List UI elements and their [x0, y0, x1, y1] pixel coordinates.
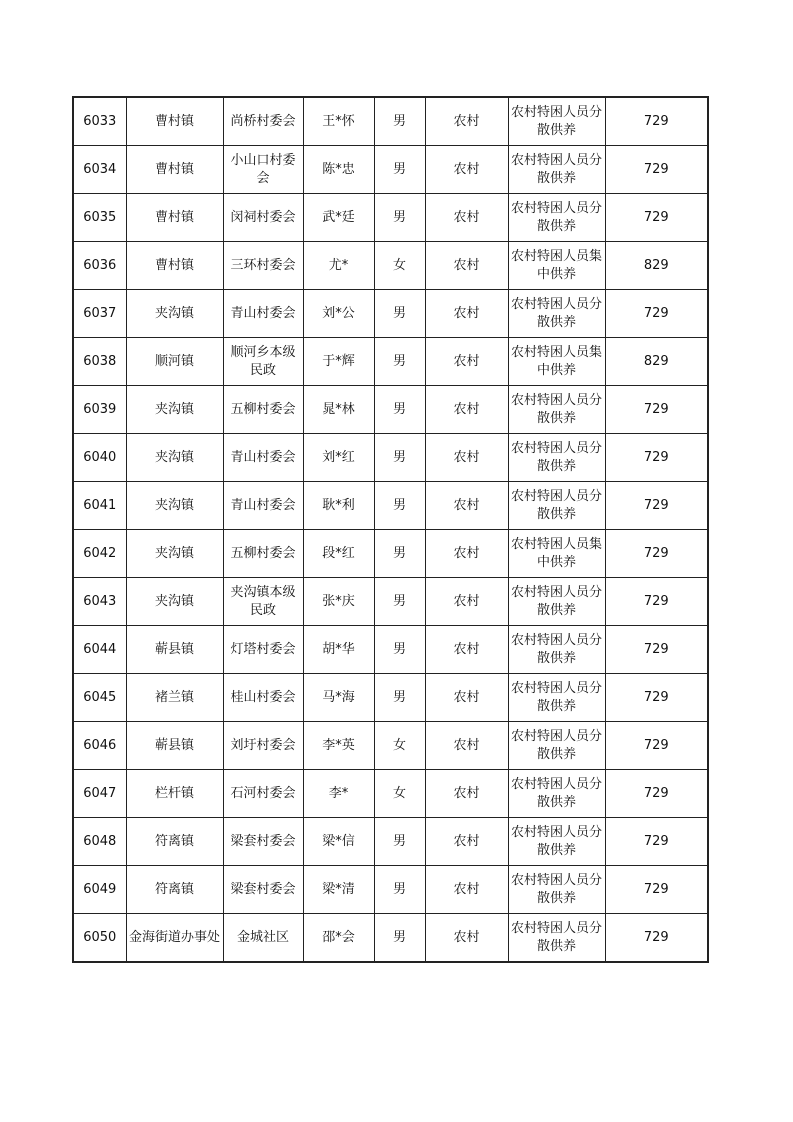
- table-row: [73, 770, 708, 818]
- cell-town: 夹沟镇: [126, 434, 223, 482]
- cell-gender: 男: [374, 674, 425, 722]
- cell-residence-type: 农村: [425, 482, 508, 530]
- cell-village-committee: 闵祠村委会: [223, 194, 303, 242]
- cell-residence-type: 农村: [425, 194, 508, 242]
- cell-support-category: 农村特困人员分散供养: [508, 434, 605, 482]
- table-row: [73, 530, 708, 578]
- table-row: [73, 194, 708, 242]
- cell-amount: 829: [605, 338, 708, 386]
- cell-support-category: 农村特困人员分散供养: [508, 818, 605, 866]
- relief-roster-table: [72, 96, 709, 963]
- cell-gender: 男: [374, 338, 425, 386]
- cell-support-category: 农村特困人员分散供养: [508, 626, 605, 674]
- cell-gender: 男: [374, 290, 425, 338]
- cell-amount: 729: [605, 530, 708, 578]
- cell-village-committee: 三环村委会: [223, 242, 303, 290]
- cell-village-committee: 五柳村委会: [223, 530, 303, 578]
- cell-support-category: 农村特困人员集中供养: [508, 338, 605, 386]
- cell-village-committee: 尚桥村委会: [223, 97, 303, 146]
- cell-gender: 男: [374, 194, 425, 242]
- cell-support-category: 农村特困人员分散供养: [508, 722, 605, 770]
- cell-amount: 729: [605, 290, 708, 338]
- cell-amount: 729: [605, 866, 708, 914]
- cell-amount: 729: [605, 626, 708, 674]
- table-row: [73, 674, 708, 722]
- cell-recipient-name: 武*廷: [303, 194, 374, 242]
- table-row: [73, 242, 708, 290]
- cell-town: 夹沟镇: [126, 290, 223, 338]
- cell-residence-type: 农村: [425, 434, 508, 482]
- cell-amount: 729: [605, 97, 708, 146]
- cell-village-committee: 石河村委会: [223, 770, 303, 818]
- cell-recipient-name: 王*怀: [303, 97, 374, 146]
- cell-gender: 男: [374, 578, 425, 626]
- cell-village-committee: 五柳村委会: [223, 386, 303, 434]
- cell-village-committee: 金城社区: [223, 914, 303, 963]
- cell-record-id: 6037: [73, 290, 126, 338]
- cell-recipient-name: 张*庆: [303, 578, 374, 626]
- table-row: [73, 97, 708, 146]
- cell-residence-type: 农村: [425, 146, 508, 194]
- cell-gender: 男: [374, 530, 425, 578]
- cell-village-committee: 梁套村委会: [223, 818, 303, 866]
- cell-gender: 男: [374, 434, 425, 482]
- cell-recipient-name: 晁*林: [303, 386, 374, 434]
- cell-record-id: 6041: [73, 482, 126, 530]
- cell-amount: 729: [605, 434, 708, 482]
- cell-village-committee: 小山口村委会: [223, 146, 303, 194]
- cell-record-id: 6040: [73, 434, 126, 482]
- cell-recipient-name: 段*红: [303, 530, 374, 578]
- cell-gender: 女: [374, 722, 425, 770]
- cell-record-id: 6042: [73, 530, 126, 578]
- table-body: [73, 97, 708, 962]
- cell-record-id: 6034: [73, 146, 126, 194]
- cell-record-id: 6036: [73, 242, 126, 290]
- cell-support-category: 农村特困人员分散供养: [508, 194, 605, 242]
- cell-gender: 男: [374, 482, 425, 530]
- cell-amount: 729: [605, 722, 708, 770]
- cell-town: 栏杆镇: [126, 770, 223, 818]
- cell-support-category: 农村特困人员分散供养: [508, 914, 605, 963]
- cell-residence-type: 农村: [425, 674, 508, 722]
- cell-town: 曹村镇: [126, 97, 223, 146]
- table-row: [73, 866, 708, 914]
- cell-amount: 729: [605, 674, 708, 722]
- cell-town: 夹沟镇: [126, 482, 223, 530]
- cell-support-category: 农村特困人员分散供养: [508, 146, 605, 194]
- cell-town: 蕲县镇: [126, 626, 223, 674]
- cell-amount: 729: [605, 194, 708, 242]
- cell-recipient-name: 梁*清: [303, 866, 374, 914]
- cell-village-committee: 梁套村委会: [223, 866, 303, 914]
- cell-recipient-name: 于*辉: [303, 338, 374, 386]
- cell-amount: 829: [605, 242, 708, 290]
- cell-town: 金海街道办事处: [126, 914, 223, 963]
- cell-residence-type: 农村: [425, 722, 508, 770]
- cell-record-id: 6033: [73, 97, 126, 146]
- cell-town: 符离镇: [126, 818, 223, 866]
- cell-residence-type: 农村: [425, 770, 508, 818]
- cell-recipient-name: 邵*会: [303, 914, 374, 963]
- cell-support-category: 农村特困人员分散供养: [508, 770, 605, 818]
- table-row: [73, 914, 708, 963]
- cell-recipient-name: 李*英: [303, 722, 374, 770]
- cell-gender: 女: [374, 242, 425, 290]
- cell-recipient-name: 马*海: [303, 674, 374, 722]
- cell-support-category: 农村特困人员分散供养: [508, 290, 605, 338]
- cell-record-id: 6039: [73, 386, 126, 434]
- cell-residence-type: 农村: [425, 866, 508, 914]
- cell-amount: 729: [605, 146, 708, 194]
- cell-record-id: 6050: [73, 914, 126, 963]
- table-row: [73, 482, 708, 530]
- cell-town: 褚兰镇: [126, 674, 223, 722]
- cell-village-committee: 顺河乡本级民政: [223, 338, 303, 386]
- cell-residence-type: 农村: [425, 338, 508, 386]
- cell-amount: 729: [605, 578, 708, 626]
- cell-record-id: 6038: [73, 338, 126, 386]
- cell-recipient-name: 尤*: [303, 242, 374, 290]
- cell-town: 夹沟镇: [126, 530, 223, 578]
- cell-support-category: 农村特困人员分散供养: [508, 482, 605, 530]
- cell-residence-type: 农村: [425, 914, 508, 963]
- cell-gender: 男: [374, 866, 425, 914]
- table-row: [73, 146, 708, 194]
- cell-record-id: 6043: [73, 578, 126, 626]
- cell-gender: 男: [374, 386, 425, 434]
- cell-amount: 729: [605, 482, 708, 530]
- cell-recipient-name: 耿*利: [303, 482, 374, 530]
- cell-village-committee: 刘圩村委会: [223, 722, 303, 770]
- table-row: [73, 290, 708, 338]
- cell-record-id: 6048: [73, 818, 126, 866]
- cell-residence-type: 农村: [425, 578, 508, 626]
- cell-amount: 729: [605, 818, 708, 866]
- cell-village-committee: 桂山村委会: [223, 674, 303, 722]
- cell-residence-type: 农村: [425, 290, 508, 338]
- cell-record-id: 6045: [73, 674, 126, 722]
- cell-record-id: 6049: [73, 866, 126, 914]
- cell-recipient-name: 刘*红: [303, 434, 374, 482]
- cell-town: 顺河镇: [126, 338, 223, 386]
- table-row: [73, 386, 708, 434]
- cell-gender: 女: [374, 770, 425, 818]
- cell-record-id: 6046: [73, 722, 126, 770]
- cell-gender: 男: [374, 914, 425, 963]
- cell-recipient-name: 梁*信: [303, 818, 374, 866]
- cell-town: 蕲县镇: [126, 722, 223, 770]
- cell-town: 曹村镇: [126, 194, 223, 242]
- cell-town: 曹村镇: [126, 146, 223, 194]
- cell-support-category: 农村特困人员分散供养: [508, 866, 605, 914]
- cell-residence-type: 农村: [425, 818, 508, 866]
- cell-village-committee: 灯塔村委会: [223, 626, 303, 674]
- cell-village-committee: 青山村委会: [223, 290, 303, 338]
- cell-support-category: 农村特困人员分散供养: [508, 386, 605, 434]
- cell-support-category: 农村特困人员分散供养: [508, 674, 605, 722]
- cell-town: 夹沟镇: [126, 386, 223, 434]
- cell-recipient-name: 胡*华: [303, 626, 374, 674]
- cell-town: 曹村镇: [126, 242, 223, 290]
- cell-gender: 男: [374, 146, 425, 194]
- table-row: [73, 626, 708, 674]
- cell-record-id: 6035: [73, 194, 126, 242]
- table-row: [73, 722, 708, 770]
- cell-residence-type: 农村: [425, 242, 508, 290]
- table-row: [73, 818, 708, 866]
- cell-support-category: 农村特困人员集中供养: [508, 242, 605, 290]
- table-row: [73, 338, 708, 386]
- cell-residence-type: 农村: [425, 626, 508, 674]
- cell-village-committee: 青山村委会: [223, 434, 303, 482]
- cell-gender: 男: [374, 626, 425, 674]
- cell-gender: 男: [374, 97, 425, 146]
- cell-recipient-name: 刘*公: [303, 290, 374, 338]
- cell-record-id: 6047: [73, 770, 126, 818]
- table-row: [73, 578, 708, 626]
- cell-residence-type: 农村: [425, 386, 508, 434]
- cell-town: 符离镇: [126, 866, 223, 914]
- cell-amount: 729: [605, 386, 708, 434]
- cell-village-committee: 夹沟镇本级民政: [223, 578, 303, 626]
- cell-town: 夹沟镇: [126, 578, 223, 626]
- cell-recipient-name: 陈*忠: [303, 146, 374, 194]
- cell-support-category: 农村特困人员分散供养: [508, 97, 605, 146]
- table-row: [73, 434, 708, 482]
- cell-gender: 男: [374, 818, 425, 866]
- cell-record-id: 6044: [73, 626, 126, 674]
- cell-support-category: 农村特困人员分散供养: [508, 578, 605, 626]
- cell-recipient-name: 李*: [303, 770, 374, 818]
- cell-residence-type: 农村: [425, 530, 508, 578]
- cell-village-committee: 青山村委会: [223, 482, 303, 530]
- cell-amount: 729: [605, 770, 708, 818]
- cell-amount: 729: [605, 914, 708, 963]
- cell-residence-type: 农村: [425, 97, 508, 146]
- cell-support-category: 农村特困人员集中供养: [508, 530, 605, 578]
